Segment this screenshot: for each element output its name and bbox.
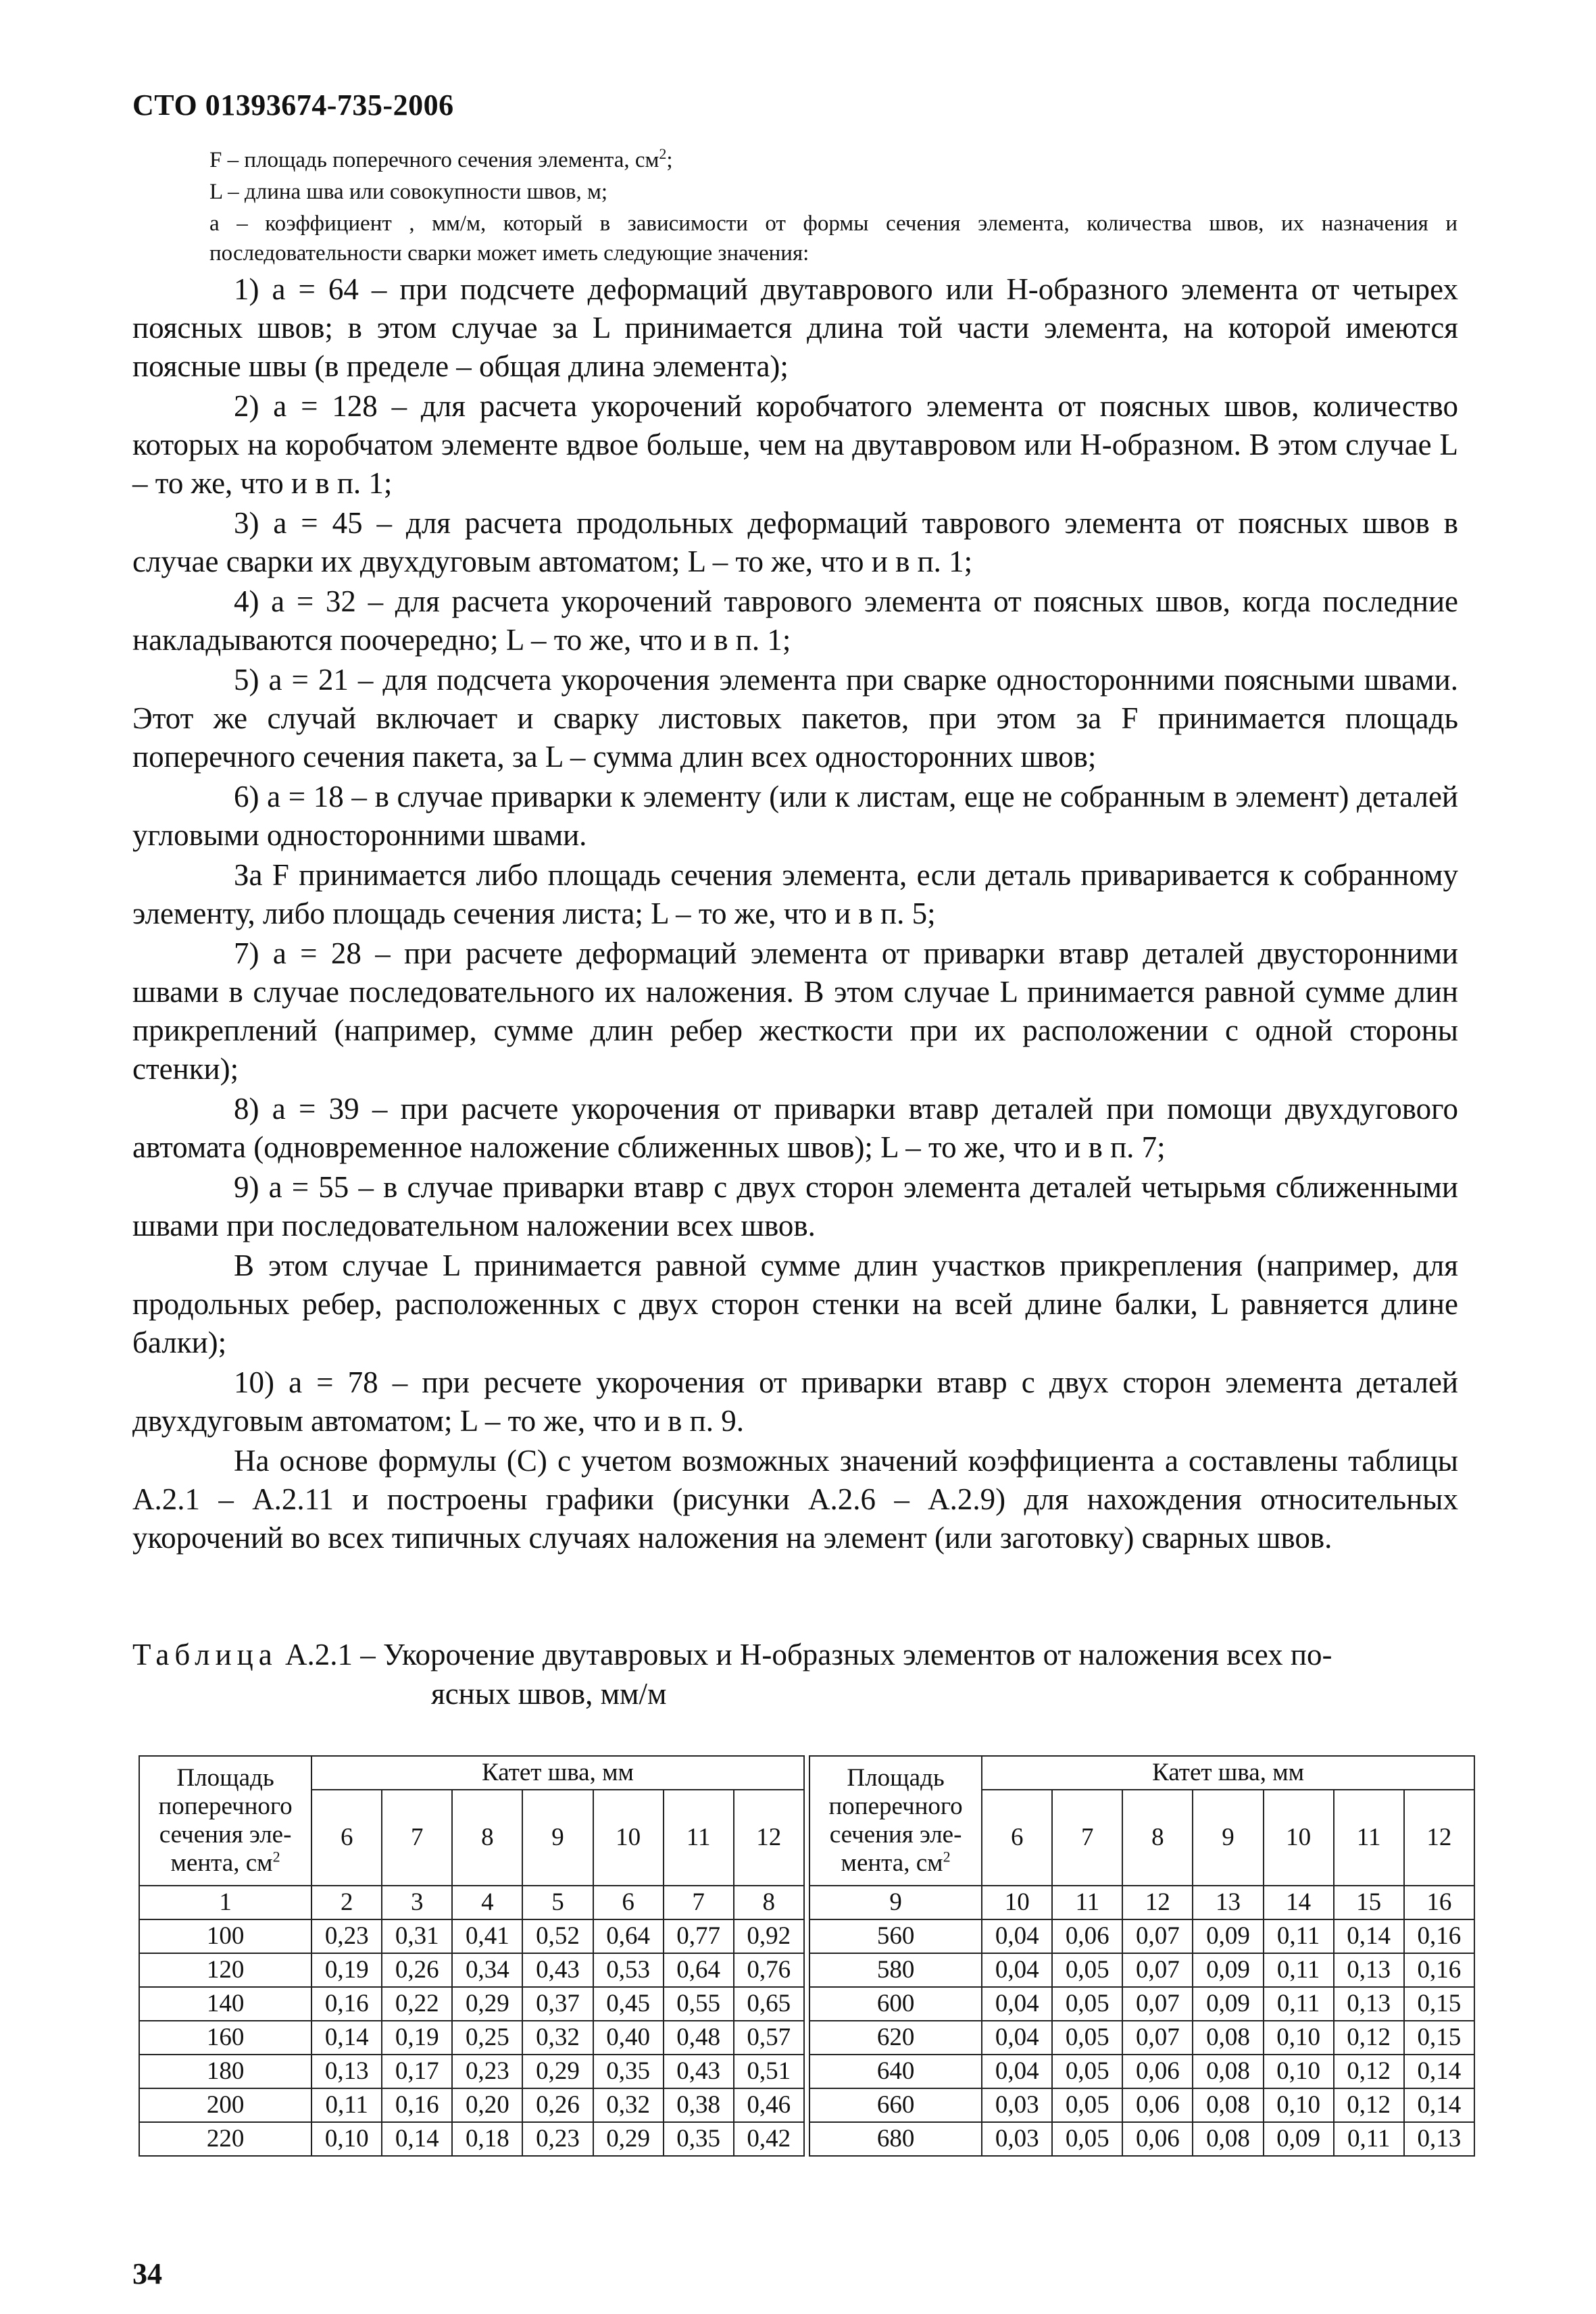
value-cell: 0,41 <box>452 1919 522 1953</box>
value-cell: 0,35 <box>593 2055 664 2088</box>
value-cell: 0,12 <box>1334 2021 1404 2055</box>
column-number-cell: 9 <box>809 1886 982 1919</box>
area-cell: 660 <box>809 2088 982 2122</box>
value-cell: 0,04 <box>982 2021 1052 2055</box>
paragraph: 3) а = 45 – для расчета продольных деформаций таврового элемента от поясных швов в случае сварки их двухдуговым автоматом; L – то же, что и в п. 1; <box>132 506 1458 578</box>
shortening-table <box>139 1755 1475 2157</box>
column-number-cell: 15 <box>1334 1886 1404 1919</box>
value-cell: 0,04 <box>982 1953 1052 1987</box>
paragraph: 8) а = 39 – при расчете укорочения от приварки втавр деталей при помощи двухдугового автомата (одновременное наложение сближенных швов); L – то же, что и в п. 7; <box>132 1092 1458 1164</box>
area-cell: 600 <box>809 1987 982 2021</box>
value-cell: 0,12 <box>1334 2055 1404 2088</box>
definition-F-end: ; <box>666 148 673 172</box>
value-cell: 0,11 <box>1264 1919 1334 1953</box>
value-cell: 0,10 <box>1264 2055 1334 2088</box>
value-cell: 0,09 <box>1264 2122 1334 2156</box>
kat-value-cell: 6 <box>982 1790 1052 1886</box>
kat-value-cell: 11 <box>664 1790 734 1886</box>
column-number-cell: 3 <box>382 1886 452 1919</box>
value-cell: 0,11 <box>1334 2122 1404 2156</box>
value-cell: 0,23 <box>311 1919 382 1953</box>
value-cell: 0,77 <box>664 1919 734 1953</box>
value-cell: 0,53 <box>593 1953 664 1987</box>
value-cell: 0,16 <box>1404 1953 1474 1987</box>
body-text <box>132 270 1458 1559</box>
value-cell: 0,32 <box>593 2088 664 2122</box>
value-cell: 0,05 <box>1052 1953 1122 1987</box>
value-cell: 0,08 <box>1193 2055 1263 2088</box>
value-cell: 0,04 <box>982 1919 1052 1953</box>
value-cell: 0,43 <box>522 1953 593 1987</box>
value-cell: 0,06 <box>1052 1919 1122 1953</box>
area-cell: 180 <box>139 2055 311 2088</box>
value-cell: 0,10 <box>1264 2088 1334 2122</box>
definition-F-text: F – площадь поперечного сечения элемента, см <box>209 148 659 172</box>
definition-a: а – коэффициент , мм/м, который в зависимости от формы сечения элемента, количества швов, их назначения и последовательности сварки может иметь следующие значения: <box>209 211 1457 266</box>
value-cell: 0,04 <box>982 1987 1052 2021</box>
definition-L: L – длина шва или совокупности швов, м; <box>209 180 607 204</box>
value-cell: 0,05 <box>1052 2055 1122 2088</box>
page-number: 34 <box>132 2257 162 2290</box>
value-cell: 0,14 <box>1334 1919 1404 1953</box>
value-cell: 0,64 <box>664 1953 734 1987</box>
paragraph: 4) а = 32 – для расчета укорочений таврового элемента от поясных швов, когда последние накладываются поочередно; L – то же, что и в п. 1; <box>132 584 1458 657</box>
value-cell: 0,26 <box>522 2088 593 2122</box>
area-cell: 620 <box>809 2021 982 2055</box>
value-cell: 0,05 <box>1052 2122 1122 2156</box>
kat-value-cell: 6 <box>311 1790 382 1886</box>
column-number-cell: 1 <box>139 1886 311 1919</box>
value-cell: 0,05 <box>1052 2021 1122 2055</box>
value-cell: 0,76 <box>734 1953 804 1987</box>
column-number-cell: 7 <box>664 1886 734 1919</box>
document-code: СТО 01393674-735-2006 <box>132 89 454 122</box>
value-cell: 0,15 <box>1404 2021 1474 2055</box>
value-cell: 0,20 <box>452 2088 522 2122</box>
area-cell: 200 <box>139 2088 311 2122</box>
kat-value-cell: 9 <box>1193 1790 1263 1886</box>
value-cell: 0,07 <box>1122 2021 1193 2055</box>
column-number-cell: 6 <box>593 1886 664 1919</box>
value-cell: 0,16 <box>382 2088 452 2122</box>
area-header: Площадь поперечного сечения эле-мента, $см^2$ <box>809 1756 982 1886</box>
value-cell: 0,05 <box>1052 1987 1122 2021</box>
value-cell: 0,07 <box>1122 1987 1193 2021</box>
table-caption-line2: ясных швов, мм/м <box>431 1677 667 1711</box>
value-cell: 0,32 <box>522 2021 593 2055</box>
value-cell: 0,55 <box>664 1987 734 2021</box>
paragraph: 6) а = 18 – в случае приварки к элементу (или к листам, еще не собранным в элемент) деталей угловыми односторонними швами. <box>132 780 1458 852</box>
kat-value-cell: 10 <box>593 1790 664 1886</box>
value-cell: 0,05 <box>1052 2088 1122 2122</box>
column-number-cell: 12 <box>1122 1886 1193 1919</box>
value-cell: 0,31 <box>382 1919 452 1953</box>
area-header: Площадь поперечного сечения эле-мента, $см^2$ <box>139 1756 311 1886</box>
kat-value-cell: 8 <box>452 1790 522 1886</box>
value-cell: 0,08 <box>1193 2021 1263 2055</box>
value-cell: 0,43 <box>664 2055 734 2088</box>
value-cell: 0,10 <box>311 2122 382 2156</box>
column-number-cell: 11 <box>1052 1886 1122 1919</box>
area-cell: 120 <box>139 1953 311 1987</box>
table-header-row <box>139 1756 1474 1790</box>
value-cell: 0,65 <box>734 1987 804 2021</box>
value-cell: 0,51 <box>734 2055 804 2088</box>
kat-value-cell: 11 <box>1334 1790 1404 1886</box>
value-cell: 0,18 <box>452 2122 522 2156</box>
column-number-cell: 14 <box>1264 1886 1334 1919</box>
value-cell: 0,35 <box>664 2122 734 2156</box>
value-cell: 0,16 <box>1404 1919 1474 1953</box>
value-cell: 0,08 <box>1193 2088 1263 2122</box>
kat-value-cell: 7 <box>382 1790 452 1886</box>
value-cell: 0,14 <box>311 2021 382 2055</box>
table-caption <box>132 1635 1458 1713</box>
value-cell: 0,11 <box>311 2088 382 2122</box>
value-cell: 0,13 <box>1334 1987 1404 2021</box>
value-cell: 0,06 <box>1122 2122 1193 2156</box>
value-cell: 0,29 <box>593 2122 664 2156</box>
value-cell: 0,29 <box>522 2055 593 2088</box>
value-cell: 0,09 <box>1193 1987 1263 2021</box>
kat-value-cell: 8 <box>1122 1790 1193 1886</box>
value-cell: 0,14 <box>1404 2055 1474 2088</box>
value-cell: 0,07 <box>1122 1919 1193 1953</box>
value-cell: 0,22 <box>382 1987 452 2021</box>
column-number-cell: 13 <box>1193 1886 1263 1919</box>
area-cell: 560 <box>809 1919 982 1953</box>
value-cell: 0,48 <box>664 2021 734 2055</box>
area-cell: 580 <box>809 1953 982 1987</box>
value-cell: 0,06 <box>1122 2055 1193 2088</box>
value-cell: 0,04 <box>982 2055 1052 2088</box>
area-cell: 140 <box>139 1987 311 2021</box>
area-cell: 100 <box>139 1919 311 1953</box>
value-cell: 0,19 <box>311 1953 382 1987</box>
value-cell: 0,29 <box>452 1987 522 2021</box>
kat-value-cell: 12 <box>734 1790 804 1886</box>
value-cell: 0,23 <box>452 2055 522 2088</box>
column-number-cell: 4 <box>452 1886 522 1919</box>
value-cell: 0,15 <box>1404 1987 1474 2021</box>
area-cell: 680 <box>809 2122 982 2156</box>
value-cell: 0,92 <box>734 1919 804 1953</box>
table-caption-line1: А.2.1 – Укорочение двутавровых и Н-образных элементов от наложения всех по- <box>277 1638 1332 1671</box>
value-cell: 0,13 <box>1404 2122 1474 2156</box>
value-cell: 0,16 <box>311 1987 382 2021</box>
value-cell: 0,57 <box>734 2021 804 2055</box>
kat-value-cell: 10 <box>1264 1790 1334 1886</box>
paragraph: 9) а = 55 – в случае приварки втавр с двух сторон элемента деталей четырьмя сближенными швами при последовательном наложении всех швов. <box>132 1170 1458 1242</box>
value-cell: 0,14 <box>382 2122 452 2156</box>
paragraph: 10) а = 78 – при ресчете укорочения от приварки втавр с двух сторон элемента деталей двухдуговым автоматом; L – то же, что и в п. 9. <box>132 1365 1458 1438</box>
value-cell: 0,14 <box>1404 2088 1474 2122</box>
column-number-cell: 16 <box>1404 1886 1474 1919</box>
value-cell: 0,52 <box>522 1919 593 1953</box>
paragraph: 5) а = 21 – для подсчета укорочения элемента при сварке односторонними поясными швами. Этот же случай включает и сварку листовых пакетов, при этом за F принимается площадь поперечного сечения пакета, за L – сумма длин всех односторонних швов; <box>132 663 1458 774</box>
table-caption-label: Таблица <box>132 1638 278 1671</box>
value-cell: 0,37 <box>522 1987 593 2021</box>
value-cell: 0,09 <box>1193 1919 1263 1953</box>
value-cell: 0,45 <box>593 1987 664 2021</box>
value-cell: 0,26 <box>382 1953 452 1987</box>
column-number-cell: 10 <box>982 1886 1052 1919</box>
area-cell: 640 <box>809 2055 982 2088</box>
value-cell: 0,42 <box>734 2122 804 2156</box>
kat-header: Катет шва, мм <box>982 1756 1474 1790</box>
paragraph: 1) а = 64 – при подсчете деформаций двутаврового или Н-образного элемента от четырех поясных швов; в этом случае за L принимается длина той части элемента, на которой имеются поясные швы (в пределе – общая длина элемента); <box>132 272 1458 383</box>
area-cell: 220 <box>139 2122 311 2156</box>
area-cell: 160 <box>139 2021 311 2055</box>
value-cell: 0,09 <box>1193 1953 1263 1987</box>
value-cell: 0,13 <box>1334 1953 1404 1987</box>
value-cell: 0,25 <box>452 2021 522 2055</box>
paragraph: 7) а = 28 – при расчете деформаций элемента от приварки втавр деталей двусторонними швами в случае последовательного их наложения. В этом случае L принимается равной сумме длин прикреплений (например, сумме длин ребер жесткости при их расположении с одной стороны стенки); <box>132 936 1458 1086</box>
paragraph: За F принимается либо площадь сечения элемента, если деталь приваривается к собранному элементу, либо площадь сечения листа; L – то же, что и в п. 5; <box>132 858 1458 930</box>
value-cell: 0,13 <box>311 2055 382 2088</box>
paragraph: В этом случае L принимается равной сумме длин участков прикрепления (например, для продольных ребер, расположенных с двух сторон стенки на всей длине балки, L равняется длине балки); <box>132 1249 1458 1359</box>
table-separator <box>804 1756 809 2156</box>
value-cell: 0,07 <box>1122 1953 1193 1987</box>
value-cell: 0,19 <box>382 2021 452 2055</box>
value-cell: 0,17 <box>382 2055 452 2088</box>
column-number-cell: 5 <box>522 1886 593 1919</box>
kat-header: Катет шва, мм <box>311 1756 804 1790</box>
value-cell: 0,11 <box>1264 1987 1334 2021</box>
value-cell: 0,34 <box>452 1953 522 1987</box>
value-cell: 0,12 <box>1334 2088 1404 2122</box>
value-cell: 0,38 <box>664 2088 734 2122</box>
value-cell: 0,23 <box>522 2122 593 2156</box>
value-cell: 0,11 <box>1264 1953 1334 1987</box>
value-cell: 0,08 <box>1193 2122 1263 2156</box>
value-cell: 0,03 <box>982 2088 1052 2122</box>
value-cell: 0,46 <box>734 2088 804 2122</box>
column-number-cell: 8 <box>734 1886 804 1919</box>
value-cell: 0,06 <box>1122 2088 1193 2122</box>
column-number-cell: 2 <box>311 1886 382 1919</box>
definition-F-superscript: 2 <box>659 145 667 162</box>
paragraph: 2) а = 128 – для расчета укорочений коробчатого элемента от поясных швов, количество которых на коробчатом элементе вдвое больше, чем на двутавровом или Н-образном. В этом случае L – то же, что и в п. 1; <box>132 389 1458 500</box>
kat-value-cell: 12 <box>1404 1790 1474 1886</box>
definition-F <box>209 145 1457 175</box>
kat-value-cell: 7 <box>1052 1790 1122 1886</box>
value-cell: 0,40 <box>593 2021 664 2055</box>
kat-value-cell: 9 <box>522 1790 593 1886</box>
value-cell: 0,64 <box>593 1919 664 1953</box>
paragraph: На основе формулы (С) с учетом возможных значений коэффициента а составлены таблицы А.2.1 – А.2.11 и построены графики (рисунки А.2.6 – А.2.9) для нахождения относительных укорочений во всех типичных случаях наложения на элемент (или заготовку) сварных швов. <box>132 1444 1458 1555</box>
value-cell: 0,03 <box>982 2122 1052 2156</box>
value-cell: 0,10 <box>1264 2021 1334 2055</box>
